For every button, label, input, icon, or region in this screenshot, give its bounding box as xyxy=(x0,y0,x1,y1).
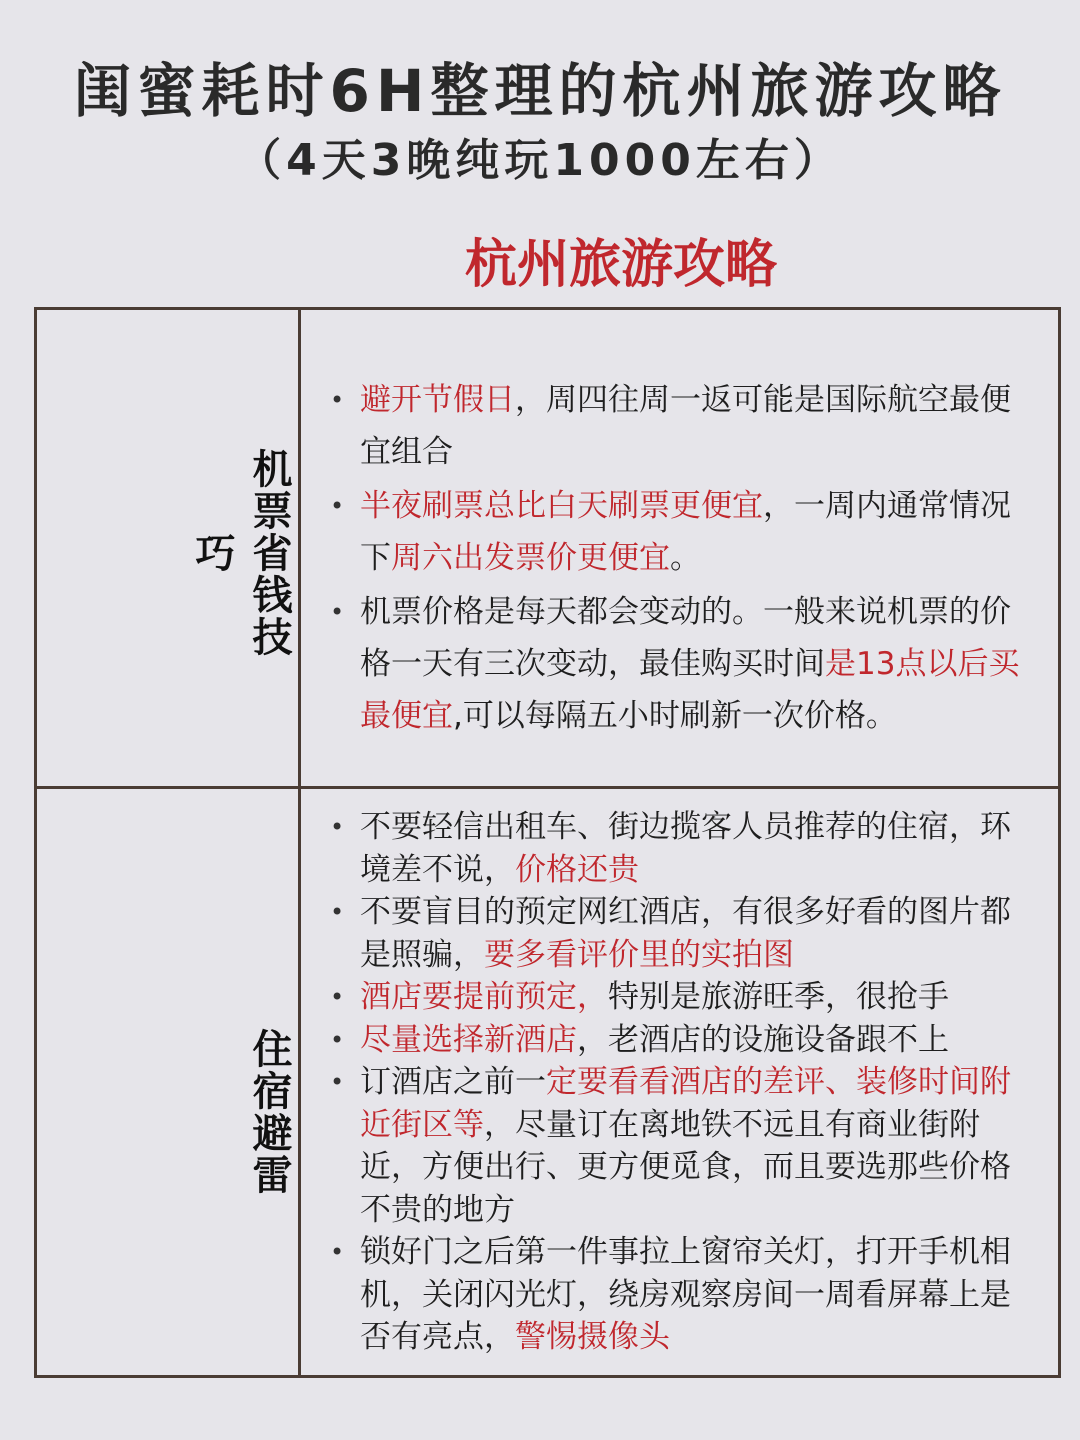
tip-item xyxy=(327,1061,1037,1231)
row-label-hotel-tips: 住宿避雷 xyxy=(246,1028,292,1196)
tip-item xyxy=(327,374,1037,478)
tip-text: 锁好门之后第一件事拉上窗帘关灯，打开手机相机，关闭闪光灯，绕房观察房间一周看屏幕上是否有亮点， xyxy=(360,1234,1011,1355)
highlight-text: 避开节假日 xyxy=(360,382,515,418)
tip-text: ，尽量订在离地铁不远且有商业街附近，方便出行、更方便觅食，而且要选那些价格不贵的地方 xyxy=(360,1106,1011,1228)
tip-item xyxy=(327,976,1037,1019)
tip-item xyxy=(327,891,1037,976)
hotel-tips-list xyxy=(327,806,1037,1359)
tip-item xyxy=(327,480,1037,584)
page-subtitle: （4天3晚纯玩1000左右） xyxy=(237,135,843,186)
tips-table xyxy=(34,307,1061,1378)
tip-item xyxy=(327,586,1037,742)
highlight-text: 酒店要提前预定， xyxy=(360,979,608,1015)
tip-item xyxy=(327,1231,1037,1359)
highlight-text: 警惕摄像头 xyxy=(515,1319,670,1355)
highlight-text: 尽量选择新酒店 xyxy=(360,1021,577,1058)
tip-text: 订酒店之前一 xyxy=(360,1064,546,1100)
tip-text: 特别是旅游旺季，很抢手 xyxy=(608,979,949,1015)
page-title: 闺蜜耗时6H整理的杭州旅游攻略 xyxy=(73,57,1007,125)
tip-text: 不要盲目的预定网红酒店，有很多好看的图片都是照骗， xyxy=(360,894,1011,973)
flight-tips-list xyxy=(327,374,1037,744)
highlight-text: 定要看看酒店的差评、装修时间附近街区等 xyxy=(360,1064,1011,1143)
tip-text: 。 xyxy=(670,540,701,576)
highlight-text: 是13点以后买最便宜 xyxy=(360,646,1020,734)
tip-text: 不要轻信出租车、街边揽客人员推荐的住宿，环境差不说， xyxy=(360,809,1011,888)
row-label-flight-tips: 机票省钱技巧 xyxy=(189,448,292,658)
highlight-text: 要多看评价里的实拍图 xyxy=(484,936,794,973)
tip-item xyxy=(327,806,1037,891)
tip-text: ,可以每隔五小时刷新一次价格。 xyxy=(453,698,897,734)
tip-text: 机票价格是每天都会变动的。一般来说机票的价格一天有三次变动，最佳购买时间 xyxy=(360,594,1011,682)
section-heading: 杭州旅游攻略 xyxy=(465,235,778,295)
tip-text: ，老酒店的设施设备跟不上 xyxy=(577,1021,949,1058)
highlight-text: 周六出发票价更便宜 xyxy=(391,540,670,576)
tip-item xyxy=(327,1019,1037,1062)
tip-text: ，一周内通常情况下 xyxy=(360,488,1011,576)
column-divider xyxy=(298,310,301,1375)
highlight-text: 价格还贵 xyxy=(515,851,639,888)
row-divider xyxy=(37,786,1058,789)
highlight-text: 半夜刷票总比白天刷票更便宜 xyxy=(360,488,763,524)
tip-text: ，周四往周一返可能是国际航空最便宜组合 xyxy=(360,382,1011,470)
